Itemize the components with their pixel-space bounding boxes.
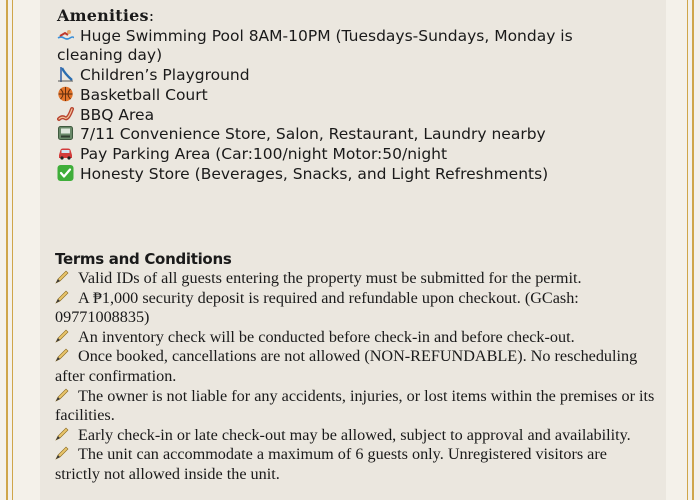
amenity-item <box>57 145 637 165</box>
amenity-item <box>57 165 637 185</box>
amenity-item <box>57 125 637 145</box>
terms-item <box>55 445 655 484</box>
bacon-icon <box>57 106 74 122</box>
terms-item-text: Valid IDs of all guests entering the property must be submitted for the permit. <box>78 269 582 287</box>
swimmer-icon <box>57 27 74 43</box>
amenities-heading-row <box>57 6 637 27</box>
gold-border-left-inner <box>12 0 13 500</box>
terms-item-text: Early check-in or late check-out may be allowed, subject to approval and availability. <box>78 425 631 444</box>
amenity-text: Huge Swimming Pool 8AM-10PM (Tuesdays-Sundays, Monday is cleaning day) <box>57 26 573 65</box>
amenity-text: Pay Parking Area (Car:100/night Motor:50/night <box>80 144 448 163</box>
gold-border-left-outer <box>6 0 8 500</box>
amenities-section <box>57 6 637 184</box>
check-box-icon <box>57 165 74 181</box>
terms-section <box>55 249 655 485</box>
pencil-icon <box>55 270 69 284</box>
amenity-item <box>57 86 637 106</box>
atm-icon <box>57 125 74 141</box>
amenity-text: BBQ Area <box>80 105 155 124</box>
terms-item-text: An inventory check will be conducted before check-in and before check-out. <box>78 327 575 346</box>
amenity-item <box>57 27 637 66</box>
terms-heading: Terms and Conditions <box>55 250 232 268</box>
terms-item <box>55 347 655 386</box>
gold-border-right-inner <box>687 0 688 500</box>
terms-item <box>55 269 655 289</box>
terms-item-text: Once booked, cancellations are not allowed (NON-REFUNDABLE). No rescheduling after confirmation. <box>55 347 638 385</box>
amenity-item <box>57 106 637 126</box>
pencil-icon <box>55 446 69 460</box>
pencil-icon <box>55 348 69 362</box>
terms-item-text: A ₱1,000 security deposit is required and refundable upon checkout. (GCash: 09771008835) <box>55 288 579 327</box>
amenities-heading-colon: : <box>148 6 155 25</box>
amenity-text: Honesty Store (Beverages, Snacks, and Light Refreshments) <box>80 164 549 183</box>
terms-item-text: The owner is not liable for any accidents, injuries, or lost items within the premises or its facilities. <box>55 386 655 425</box>
terms-item-text: The unit can accommodate a maximum of 6 guests only. Unregistered visitors are strictly not allowed inside the unit. <box>55 445 607 483</box>
gold-border-right-outer <box>692 0 694 500</box>
pencil-icon <box>55 290 69 304</box>
pencil-icon <box>55 388 69 402</box>
amenity-text: Children’s Playground <box>80 66 250 85</box>
basketball-icon <box>57 86 74 102</box>
amenity-text: 7/11 Convenience Store, Salon, Restaurant, Laundry nearby <box>80 125 546 144</box>
car-icon <box>57 145 74 161</box>
pencil-icon <box>55 329 69 343</box>
terms-item <box>55 426 655 446</box>
terms-item <box>55 328 655 348</box>
amenities-heading: Amenities <box>57 6 149 25</box>
slide-icon <box>57 66 74 82</box>
pencil-icon <box>55 427 69 441</box>
terms-item <box>55 289 655 328</box>
amenity-text: Basketball Court <box>80 85 208 104</box>
amenity-item <box>57 66 637 86</box>
terms-item <box>55 387 655 426</box>
